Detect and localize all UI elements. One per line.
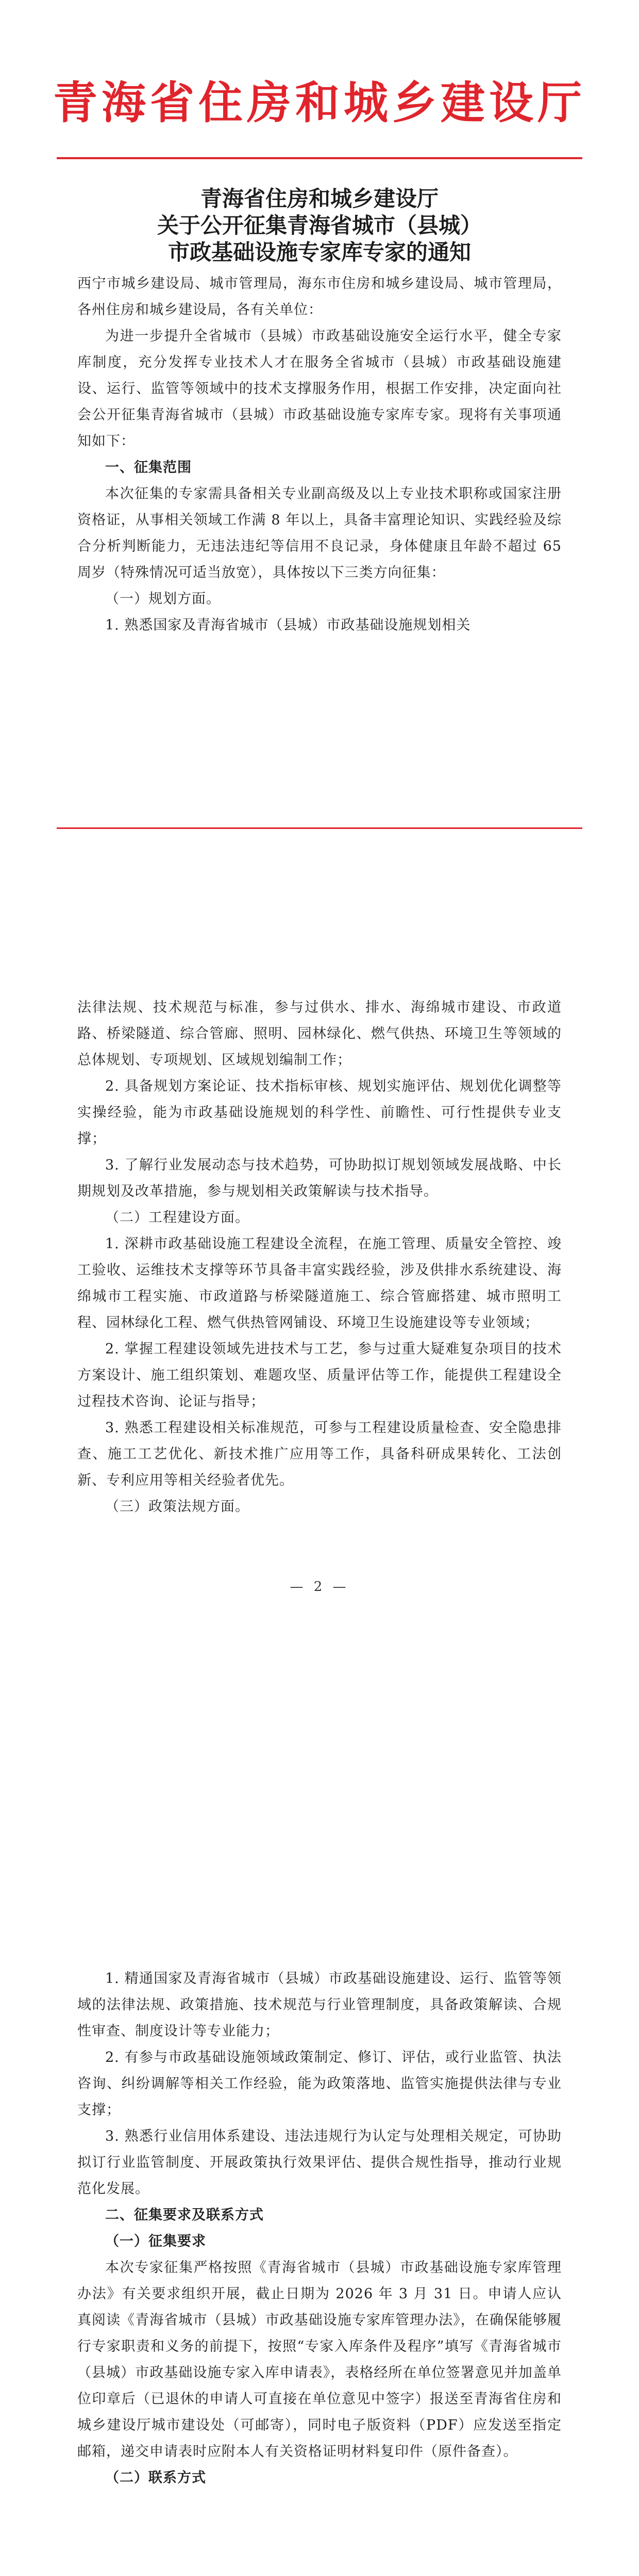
intro-paragraph: 为进一步提升全省城市（县城）市政基础设施安全运行水平，健全专家库制度，充分发挥专业技术人才在服务全省城市（县城）市政基础设施建设、运行、监管等领域中的技术支撑服务作用，根据工作安排，决定面向社会公开征集青海省城市（县城）市政基础设施专家库专家。现将有关事项通知如下： bbox=[77, 328, 562, 449]
title-line-2: 关于公开征集青海省城市（县城） bbox=[157, 213, 482, 238]
subsection-contact-heading: （二）联系方式 bbox=[105, 2470, 206, 2486]
subsection-policy-heading: （三）政策法规方面。 bbox=[105, 1499, 249, 1515]
subsection-construction-heading: （二）工程建设方面。 bbox=[105, 1210, 249, 1226]
construction-item-3: 3. 熟悉工程建设相关标准规范，可参与工程建设质量检查、安全隐患排查、施工工艺优化、新技术推广应用等工作，具备科研成果转化、工法创新、专利应用等相关经验者优先。 bbox=[77, 1420, 562, 1488]
section-1-heading: 一、征集范围 bbox=[105, 460, 192, 476]
document-title bbox=[0, 185, 639, 266]
planning-item-3: 3. 了解行业发展动态与技术趋势，可协助拟订规划领域发展战略、中长期规划及改革措施，参与规划相关政策解读与技术指导。 bbox=[77, 1157, 562, 1199]
section-2-heading: 二、征集要求及联系方式 bbox=[105, 2207, 264, 2223]
letterhead-red-rule bbox=[57, 157, 582, 159]
page-3-body bbox=[77, 1965, 562, 2491]
policy-item-1: 1. 精通国家及青海省城市（县城）市政基础设施建设、运行、监管等领域的法律法规、政策措施、技术规范与行业管理制度，具备政策解读、合规性审查、制度设计等专业能力； bbox=[77, 1971, 562, 2039]
page-2-body bbox=[77, 994, 562, 1520]
addressees: 西宁市城乡建设局、城市管理局，海东市住房和城乡建设局、城市管理局，各州住房和城乡建设局，各有关单位： bbox=[77, 276, 562, 318]
document-page-2 bbox=[0, 930, 639, 1899]
construction-item-2: 2. 掌握工程建设领域先进技术与工艺，参与过重大疑难复杂项目的技术方案设计、施工组织策划、难题攻坚、质量评估等工作，能提供工程建设全过程技术咨询、论证与指导； bbox=[77, 1341, 562, 1410]
page-1-bottom-red-rule bbox=[57, 827, 582, 829]
planning-item-1-start: 1. 熟悉国家及青海省城市（县城）市政基础设施规划相关 bbox=[105, 617, 471, 633]
document-page-1 bbox=[0, 0, 639, 930]
subsection-requirements-heading: （一）征集要求 bbox=[105, 2233, 206, 2249]
planning-item-2: 2. 具备规划方案论证、技术指标审核、规划实施评估、规划优化调整等实操经验，能为市政基础设施规划的科学性、前瞻性、可行性提供专业支撑； bbox=[77, 1078, 562, 1147]
policy-item-3: 3. 熟悉行业信用体系建设、违法违规行为认定与处理相关规定，可协助拟订行业监管制度、开展政策执行效果评估、提供合规性指导，推动行业规范化发展。 bbox=[77, 2128, 562, 2197]
document-page-3 bbox=[0, 1899, 639, 2576]
page-number: — 2 — bbox=[290, 1579, 349, 1595]
policy-item-2: 2. 有参与市政基础设施领域政策制定、修订、评估，或行业监管、执法咨询、纠纷调解等相关工作经验，能为政策落地、监管实施提供法律与专业支撑； bbox=[77, 2049, 562, 2118]
requirements-body: 本次专家征集严格按照《青海省城市（县城）市政基础设施专家库管理办法》有关要求组织开展，截止日期为 2026 年 3 月 31 日。申请人应认真阅读《青海省城市（县城）市政基础设施专家库管理办法》，在确保能够履行专家职责和义务的前提下，按照“专家入库条件及程序”填写《青海省城市（县城）市政基础设施专家入库申请表》，表格经所在单位签署意见并加盖单位印章后（已退休的申请人可直接在单位意见中签字）报送至青海省住房和城乡建设厅城市建设处（可邮寄），同时电子版资料（PDF）应发送至指定邮箱，递交申请表时应附本人有关资格证明材料复印件（原件备查）。 bbox=[77, 2260, 562, 2460]
title-line-3: 市政基础设施专家库专家的通知 bbox=[167, 240, 471, 265]
subsection-planning-heading: （一）规划方面。 bbox=[105, 591, 221, 607]
planning-item-1-cont: 法律法规、技术规范与标准，参与过供水、排水、海绵城市建设、市政道路、桥梁隧道、综合管廊、照明、园林绿化、燃气供热、环境卫生等领域的总体规划、专项规划、区域规划编制工作； bbox=[77, 999, 562, 1068]
construction-item-1: 1. 深耕市政基础设施工程建设全流程，在施工管理、质量安全管控、竣工验收、运维技术支撑等环节具备丰富实践经验，涉及供排水系统建设、海绵城市工程实施、市政道路与桥梁隧道施工、综合管廊搭建、城市照明工程、园林绿化工程、燃气供热管网铺设、环境卫生设施建设等专业领域； bbox=[77, 1236, 562, 1331]
letterhead-title: 青海省住房和城乡建设厅 bbox=[53, 77, 586, 129]
section-1-body: 本次征集的专家需具备相关专业副高级及以上专业技术职称或国家注册资格证，从事相关领域工作满 8 年以上，具备丰富理论知识、实践经验及综合分析判断能力，无违法违纪等信用不良记录，身体健康且年龄不超过 65 周岁（特殊情况可适当放宽），具体按以下三类方向征集： bbox=[77, 486, 562, 581]
title-line-1: 青海省住房和城乡建设厅 bbox=[200, 186, 439, 211]
page-1-body bbox=[77, 270, 562, 638]
